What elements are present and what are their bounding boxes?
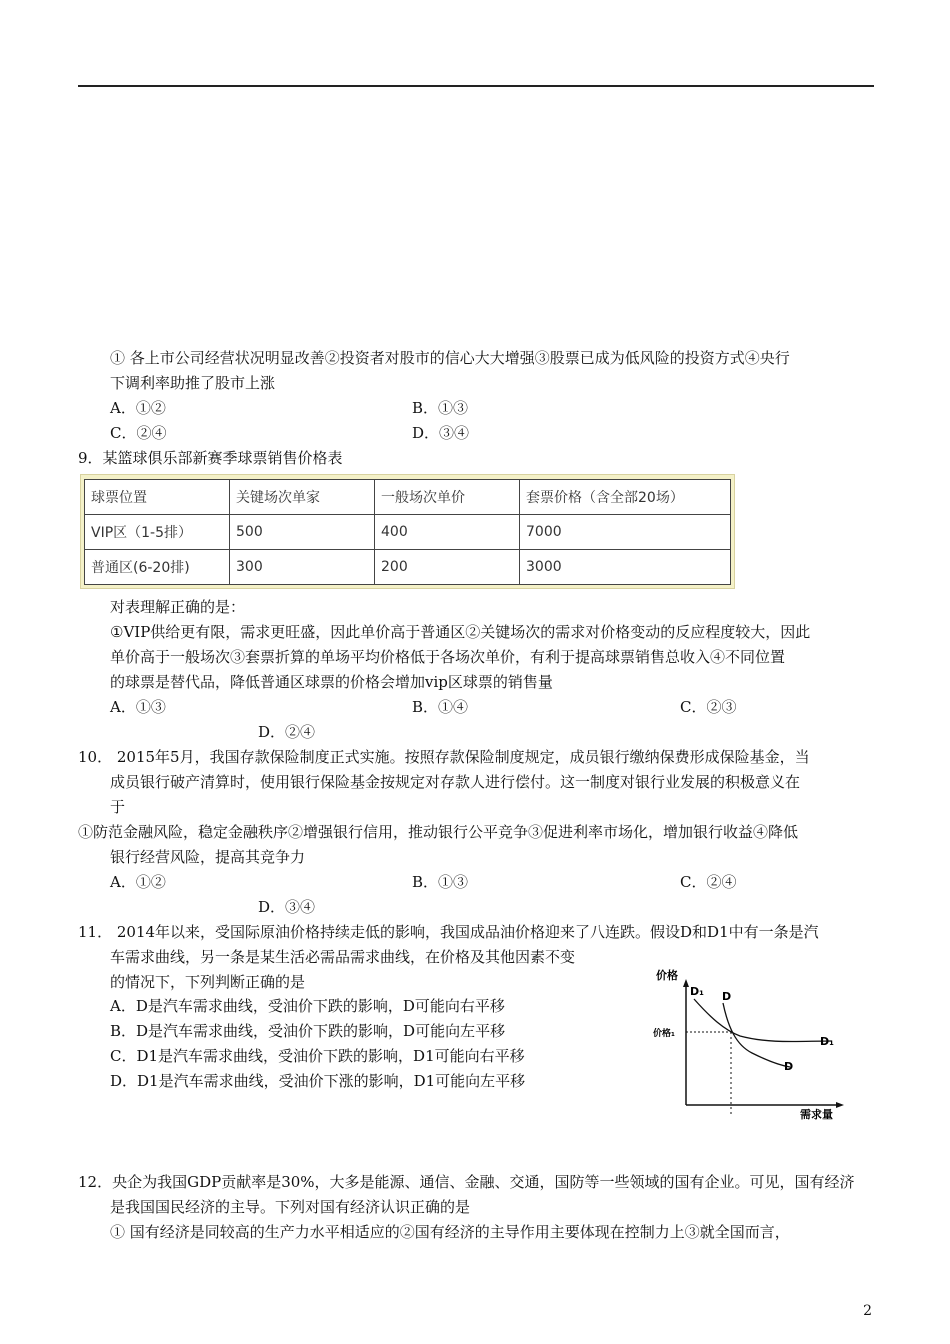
q10-statement-line1: ①防范金融风险，稳定金融秩序②增强银行信用，推动银行公平竞争③促进利率市场化，增加银行收益④降低 [78,823,799,841]
q8-option-a: A．①② [110,399,166,417]
q9-statement-line1: ①VIP供给更有限，需求更旺盛，因此单价高于普通区②关键场次的需求对价格变动的反应程度较大，因此 [110,623,811,641]
q8-statement-line1: ① 各上市公司经营状况明显改善②投资者对股市的信心大大增强③股票已成为低风险的投资方式④央行 [110,349,790,367]
q9-option-a: A．①③ [110,698,166,716]
y-axis-label: 价格 [656,969,678,982]
table-cell: 400 [375,515,520,550]
curve-d1-label-end: D₁ [820,1035,834,1048]
q9-prompt: 对表理解正确的是： [110,598,246,616]
price-label: 价格₁ [653,1029,675,1039]
q9-price-table-image [80,474,735,589]
q10-statement-line2: 银行经营风险，提高其竞争力 [110,848,306,866]
q10-line3: 于 [110,798,126,816]
q9-price-table [84,479,731,585]
q11-option-d: D．D1是汽车需求曲线，受油价下涨的影响，D1可能向左平移 [110,1072,526,1090]
q9-statement-line3: 的球票是替代品，降低普通区球票的价格会增加vip区球票的销售量 [110,673,553,691]
table-row [85,515,731,550]
page-number: 2 [863,1303,872,1319]
q11-line3: 的情况下，下列判断正确的是 [110,973,306,991]
q9-option-c: C．②③ [680,698,737,716]
q10-option-a: A．①② [110,873,166,891]
table-cell: 500 [230,515,375,550]
curve-d1-label-top: D₁ [690,985,704,998]
table-row [85,550,731,585]
q10-option-d: D．③④ [258,898,316,916]
table-cell: 7000 [520,515,731,550]
curve-d [723,1003,790,1067]
y-axis-arrow [683,979,689,987]
q9-option-d: D．②④ [258,723,316,741]
curve-d-label-end: D [784,1060,794,1073]
q9-statement-line2: 单价高于一般场次③套票折算的单场平均价格低于各场次单价，有利于提高球票销售总收入④不同位置 [110,648,786,666]
q10-line1: 10． 2015年5月，我国存款保险制度正式实施。按照存款保险制度规定，成员银行缴纳保费形成保险基金，当 [78,748,810,766]
q11-demand-graph [650,965,850,1123]
table-cell: 200 [375,550,520,585]
q12-statement-line1: ① 国有经济是同较高的生产力水平相适应的②国有经济的主导作用主要体现在控制力上③就全国而言， [110,1223,790,1241]
table-cell: 300 [230,550,375,585]
q12-line2: 是我国国民经济的主导。下列对国有经济认识正确的是 [110,1198,471,1216]
table-cell: 3000 [520,550,731,585]
q12-line1: 12．央企为我国GDP贡献率是30%，大多是能源、通信、金融、交通，国防等一些领域的国有企业。可见，国有经济 [78,1173,855,1191]
q10-line2: 成员银行破产清算时，使用银行保险基金按规定对存款人进行偿付。这一制度对银行业发展的积极意义在 [110,773,801,791]
q11-line2: 车需求曲线，另一条是某生活必需品需求曲线，在价格及其他因素不变 [110,948,576,966]
q10-option-c: C．②④ [680,873,737,891]
q8-statement-line2: 下调利率助推了股市上涨 [110,374,276,392]
table-header-cell: 关键场次单家 [230,480,375,515]
q9-option-b: B．①④ [412,698,469,716]
q11-option-a: A．D是汽车需求曲线，受油价下跌的影响，D可能向右平移 [110,997,505,1015]
q10-option-b: B．①③ [412,873,469,891]
q11-line1: 11． 2014年以来，受国际原油价格持续走低的影响，我国成品油价格迎来了八连跌。假设D和D1中有一条是汽 [78,923,819,941]
table-header-cell: 一般场次单价 [375,480,520,515]
table-header-cell: 套票价格（含全部20场） [520,480,731,515]
table-cell: 普通区(6-20排) [85,550,230,585]
header-rule [78,85,874,87]
q9-title: 9．某篮球俱乐部新赛季球票销售价格表 [78,449,343,467]
curve-d1 [694,999,832,1042]
x-axis-label: 需求量 [800,1108,833,1121]
q11-option-b: B．D是汽车需求曲线，受油价下跌的影响，D可能向左平移 [110,1022,506,1040]
curve-d-label-top: D [722,990,732,1003]
x-axis-arrow [836,1102,844,1108]
q8-option-d: D．③④ [412,424,470,442]
table-header-row [85,480,731,515]
q8-option-b: B．①③ [412,399,469,417]
q8-option-c: C．②④ [110,424,167,442]
table-header-cell: 球票位置 [85,480,230,515]
table-cell: VIP区（1-5排） [85,515,230,550]
q11-option-c: C．D1是汽车需求曲线，受油价下跌的影响，D1可能向右平移 [110,1047,525,1065]
